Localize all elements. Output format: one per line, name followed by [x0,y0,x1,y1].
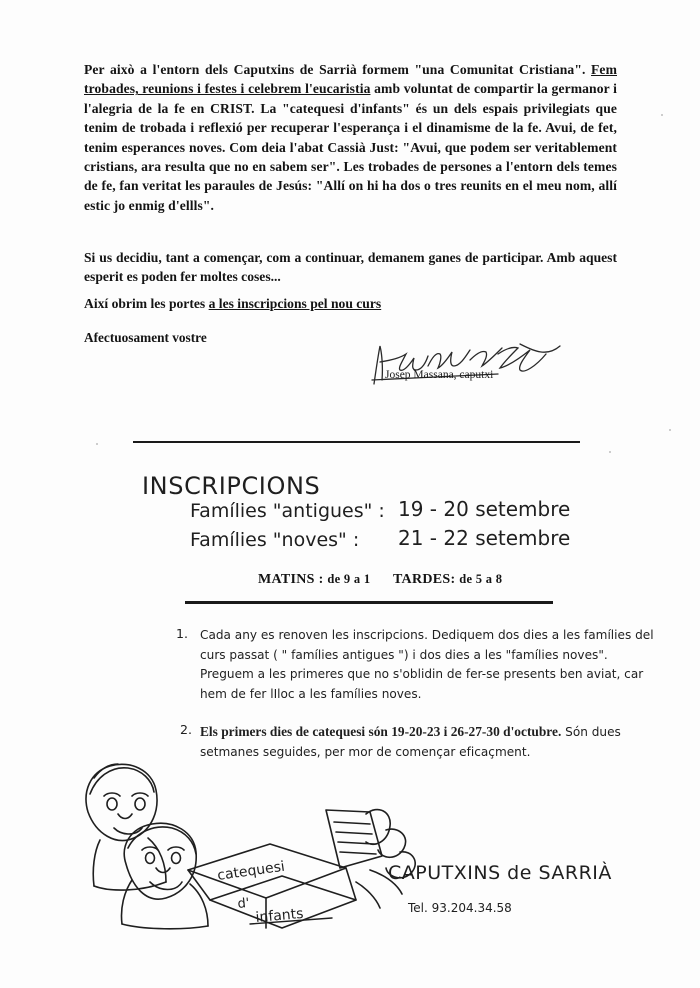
inscriptions-row-2-dates: 21 - 22 setembre [398,526,571,550]
inscriptions-row-1-label: Famílies "antigues" : [190,500,385,522]
divider-middle [185,601,553,604]
illustration-girl [121,823,208,929]
inscriptions-row-1-dates: 19 - 20 setembre [398,497,571,521]
note-1-number: 1. [176,626,189,641]
signature-name: Josep Massana, caputxi [385,369,494,381]
inscriptions-title: INSCRIPCIONS [142,472,321,500]
letter-paragraph-3 [84,294,381,313]
letter-paragraph-3-part1: Així obrim les portes [84,296,209,311]
schedule-afternoon-label: TARDES: [392,572,456,587]
illustration-scribble [326,810,415,908]
footer-phone: Tel. 93.204.34.58 [408,901,512,915]
inscriptions-row-2-label: Famílies "noves" : [190,529,360,551]
scan-speck [609,451,611,453]
letter-closing: Afectuosament vostre [84,330,207,345]
scan-speck [96,443,98,445]
footer-brand: CAPUTXINS de SARRIÀ [388,862,612,884]
note-1-text: Cada any es renoven les inscripcions. Dediquem dos dies a les famílies del curs passat ( " famílies antigues ") i dos dies a les "famílies noves". Preguem a les primeres que no s'oblidin de fer-se presents ben aviat, car hem de fer lIloc a les famílies noves. [200,628,654,701]
letter-paragraph-1-underlined: Fem trobades, reunions i festes i celebrem l'eucaristia [84,62,617,97]
note-2-bold-text: Els primers dies de catequesi són 19-20-23 i 26-27-30 d'octubre. [200,724,562,739]
letter-paragraph-1-part2: amb voluntat de compartir la germanor i l'alegria de la fe en CRIST. La "catequesi d'infants" és un dels espais privilegiats que tenim de trobada i reflexió per recuperar l'esperança i el dinamisme de la fe. Avui, de fet, tenim esperances noves. Com deia l'abat Cassià Just: "Avui, que podem ser veritablement cristians, ara resulta que no en sabem ser". Les trobades de persones a l'entorn dels temes de fe, fan veritat les paraules de Jesús: "Allí on hi ha dos o tres reunits en el meu nom, allí estic jo enmig d'ellls". [84,81,617,213]
schedule-morning-label: MATINS : [258,572,324,587]
letter-paragraph-2: Si us decidiu, tant a començar, com a continuar, demanem ganes de participar. Amb aquest esperit es poden fer moltes coses... [84,250,617,285]
illustration-banner-text-2: d' [236,895,251,912]
scan-speck [669,429,671,431]
illustration-boy [86,764,166,890]
letter-paragraph-3-underlined: a les inscripcions pel nou curs [208,296,382,311]
illustration-children-catechesis [70,752,590,942]
note-2-number: 2. [180,722,193,737]
letter-paragraph-1-part1: Per això a l'entorn dels Caputxins de Sarrià formem "una Comunitat Cristiana". [84,62,592,77]
note-2-text: Són dues setmanes seguides, per mor de començar eficaçment. [200,725,621,759]
schedule-afternoon-value: de 5 a 8 [459,572,503,586]
inscriptions-schedule [258,572,502,588]
letter-paragraph-1 [84,60,617,215]
illustration-banner-text-1: catequesi [216,858,286,884]
schedule-morning-value: de 9 a 1 [327,572,371,586]
illustration-banner-text-3: infants [254,905,305,926]
scan-speck [661,114,663,116]
divider-top [133,441,580,443]
